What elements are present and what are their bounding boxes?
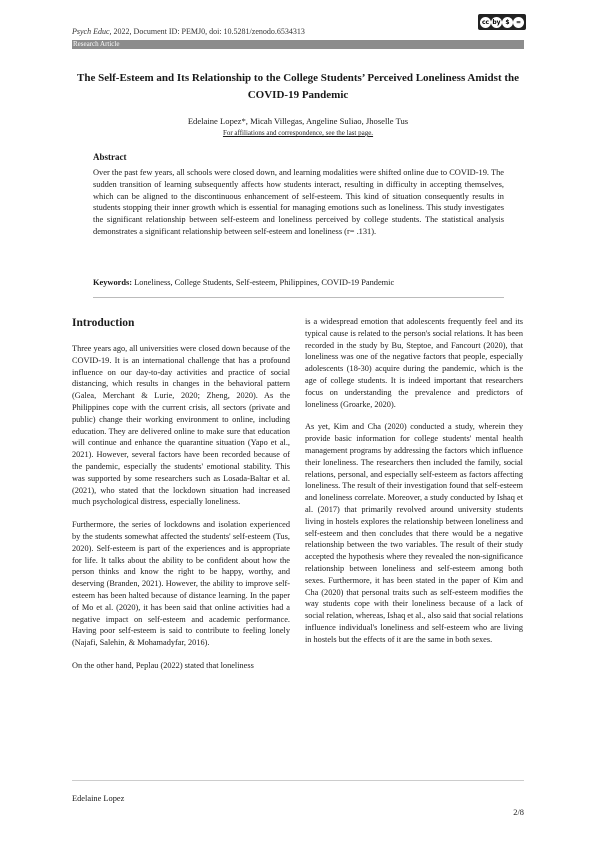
body-paragraph: is a widespread emotion that adolescents frequently feel and its typical cause is related to the person's social relations. It has been recorded in the study by Bu, Steptoe, and Fancourt (2020), that loneliness was one of the negative factors that people, especially adolescents (18-30) acquire during the pandemic, which is the age of college students. It is indeed important that researchers focus on understanding the prevalence and predictors of loneliness (Groarke, 2020). bbox=[305, 317, 523, 409]
introduction-heading: Introduction bbox=[72, 317, 135, 329]
body-paragraph: On the other hand, Peplau (2022) stated that loneliness bbox=[72, 660, 254, 670]
citation-text: 2022, Document ID: PEMJ0, doi: 10.5281/zenodo.6534313 bbox=[111, 27, 305, 36]
creative-commons-license-icon[interactable] bbox=[478, 14, 526, 30]
noderivatives-icon: = bbox=[513, 17, 524, 28]
body-paragraph: As yet, Kim and Cha (2020) conducted a study, wherein they provide basic information for college students' mental health management programs by addressing the factors which influence their loneliness. The researchers then included the family, social relations, personal, and especially self-esteem as factors affecting loneliness. The result of their investigation found that self-esteem and loneliness correlate. Moreover, a study conducted by Ishaq et al. (2017) that primarily revolved around university students living in hostels explores the relationship between loneliness and self-esteem and then concludes that there would be a negative relationship between the two variables. The result of their study accepted the hypothesis where they revealed the non-significance relationship between loneliness and self-esteem among both sexes. Furthermore, it has been stated in the paper of Kim and Cha (2020) that personal traits such as self-esteem modifies the way students cope with their loneliness because of a lack of social relation, whereas, Ishaq et al., also said that social relations influence individual's loneliness and self-esteem who are living in hostels but the effects of it are the same in both sexes. bbox=[305, 422, 523, 644]
body-paragraph: Furthermore, the series of lockdowns and isolation experienced by the students somewhat affected the students' self-esteem (Tus, 2020). Self-esteem is part of the experiences and is appropriate for life. It talks about the ability to be confident about how the person thinks and know the right to be happy, worthy, and deserving (Branden, 2021). However, the ability to improve self-esteem has been halted because of distance learning. In the paper of Mo et al. (2020), it has been said that online activities had a negative impact on self-esteem and academic performance. Having poor self-esteem is said to contribute to feeling lonely (Najafi, Salehin, & Mohamadyfar, 2016). bbox=[72, 520, 290, 648]
keywords bbox=[93, 278, 504, 287]
footer-divider bbox=[72, 780, 524, 781]
abstract-divider bbox=[93, 297, 504, 298]
right-column bbox=[305, 316, 523, 646]
left-column bbox=[72, 316, 290, 672]
footer-author: Edelaine Lopez bbox=[72, 794, 125, 803]
cc-icon: cc bbox=[481, 18, 490, 26]
page-number: 2/8 bbox=[513, 808, 524, 817]
section-label: Research Article bbox=[72, 40, 524, 49]
journal-citation bbox=[72, 27, 305, 36]
article-title: The Self-Esteem and Its Relationship to the College Students’ Perceived Loneliness Amidst the COVID-19 Pandemic bbox=[76, 72, 520, 101]
attribution-icon: by bbox=[492, 18, 501, 26]
keywords-label: Keywords: bbox=[93, 278, 133, 287]
author-list: Edelaine Lopez*, Micah Villegas, Angeline Suliao, Jhoselle Tus bbox=[187, 116, 409, 126]
keywords-list: Loneliness, College Students, Self-esteem, Philippines, COVID-19 Pandemic bbox=[132, 278, 395, 287]
body-paragraph: Three years ago, all universities were closed down because of the COVID-19. It is an international challenge that has a profound influence on our day-to-day activities and practice of social distancing, which results in changes in the behavioral pattern (Galea, Merchant & Lurie, 2020; Zheng, 2020). As the Philippines cope with the current crisis, all sectors (private and public) change their working environment to online, including education. They are delivered online to make sure that education will continue and enhance the quarantine situation (Yapo et al., 2021). However, several factors have been recorded because of the pandemic, especially the students' emotional stability. This was supported by some researchers such as Losada-Baltar et al. (2021), who stated that the lockdown situation had increased much psychological distress, especially loneliness. bbox=[72, 344, 290, 507]
noncommercial-icon: $ bbox=[502, 17, 513, 28]
abstract-heading: Abstract bbox=[93, 152, 127, 162]
affiliation-link[interactable]: For affiliations and correspondence, see the last page. bbox=[222, 129, 374, 137]
journal-name: Psych Educ, bbox=[72, 27, 112, 36]
abstract-text: Over the past few years, all schools were closed down, and learning modalities were shifted online due to COVID-19. The sudden transition of learning subsequently affects how students interact, resulting in difficulty in accepting themselves, which can be aligned to the discontinuous enhancement of self-esteem. This kind of situation consequently results in students stopping their inner growth which is essential for managing emotions such as loneliness. This study investigates the significant relationship between self-esteem and loneliness perceived by college students. The statistical analysis demonstrates a significant relationship between self-esteem and loneliness (r= .131). bbox=[93, 168, 504, 236]
